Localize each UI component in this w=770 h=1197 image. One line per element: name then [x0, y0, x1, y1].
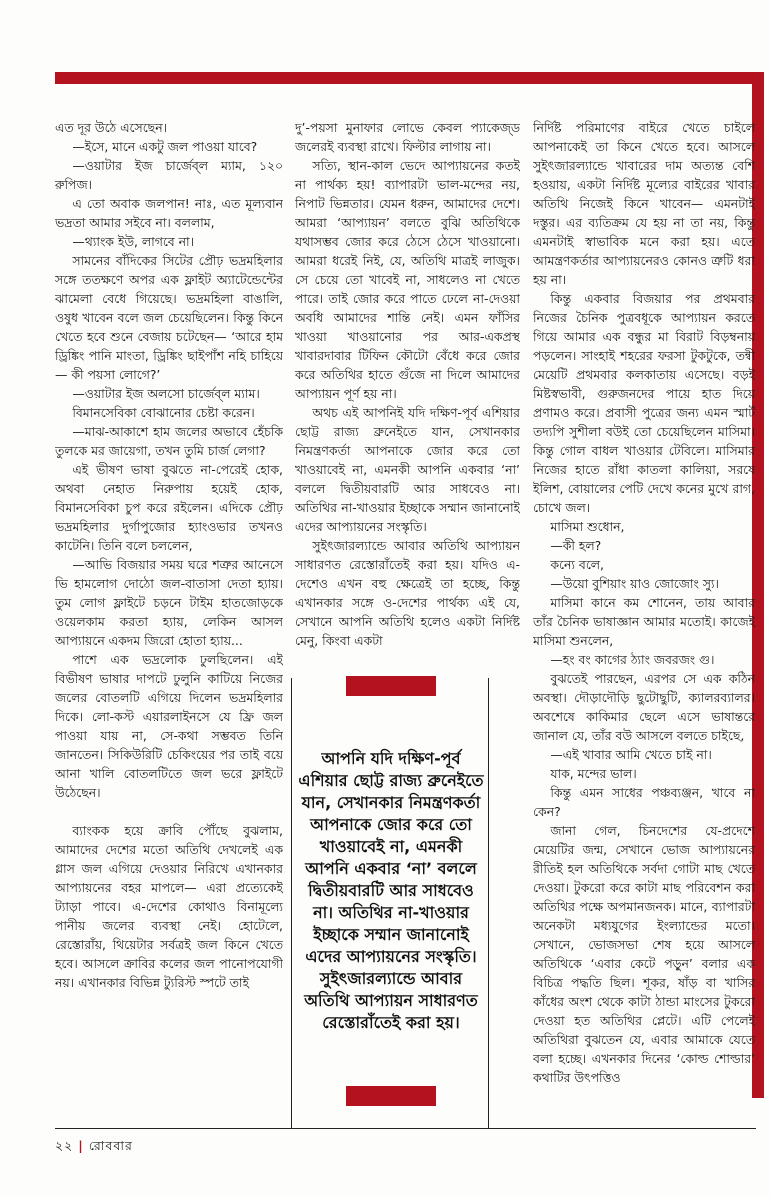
- footer-rule: [55, 1128, 756, 1129]
- paragraph: এই ভীষণ ভাষা বুঝতে না-পেরেই হোক, অথবা নেহাত নিরুপায় হয়েই হোক, বিমানসেবিকা চুপ করে রইলেন। এদিকে প্রৌঢ় ভদ্রমহিলার দুর্গাপুজোর হ্যাংওভার তখনও কাটেনি। তিনি বলে চললেন,: [55, 462, 283, 553]
- paragraph: মাসিমা কানে কম শোনেন, তায় আবার তাঁর চৈনিক ভাষাজ্ঞান আমার মতোই। কাজেই মাসিমা শুনলেন,: [533, 595, 755, 648]
- paragraph: যাক, মন্দের ভাল।: [550, 766, 637, 781]
- paragraph: —এই খাবার আমি খেতে চাই না।: [550, 747, 712, 762]
- paragraph: বিমানসেবিকা বোঝানোর চেষ্টা করেন।: [72, 405, 255, 420]
- paragraph: নির্দিষ্ট পরিমাণের বাইরে খেতে চাইলে আপনাকেই তা কিনে খেতে হবে। আসলে সুইৎজারল্যান্ডে খাবারের দাম অত্যন্ত বেশি হওয়ায়, একটা নির্দিষ্ট মূল্যের বাইরের খাবার অতিথি নিজেই কিনে খাবেন— এমনটাই দস্তুর। এর ব্যতিক্রম যে হয় না তা নয়, কিন্তু এমনটাই স্বাভাবিক মনে করা হয়। এতে আমন্ত্রণকর্তার আপ্যায়নেরও কোনও ত্রুটি ধরা হয় না।: [533, 120, 755, 287]
- paragraph: দু’-পয়সা মুনাফার লোভে কেবল প্যাকেজ্‌ড জলেরই ব্যবস্থা রাখে। ফিল্টার লাগায় না।: [295, 120, 520, 154]
- page-number: ২২: [55, 1138, 74, 1153]
- paragraph: ব্যাংকক হয়ে ক্রাবি পৌঁছে বুঝলাম, আমাদের দেশের মতো অতিথি দেখলেই এক গ্লাস জল এগিয়ে দেওয়ার নিরিখে এখানকার আপ্যায়নের বহর মাপলে— এরা প্রত্যেকেই ট্যাড়া পাবে। এ-দেশের কোথাও বিনামূল্যে পানীয় জলের ব্যবস্থা নেই। হোটেলে, রেস্তোরাঁয়, থিয়েটার সর্বত্রই জল কিনে খেতে হবে। আসলে ক্রাবির কলের জল পানোপযোগী নয়। এখানকার বিভিন্ন ট্যুরিস্ট স্পটে তাই: [55, 823, 283, 990]
- top-red-rule: [55, 72, 764, 84]
- paragraph: এ তো অবাক জলপান! নাঃ, এত মূল্যবান ভদ্রতা আমার সইবে না। বললাম,: [55, 196, 283, 230]
- paragraph: মাসিমা শুধোন,: [550, 519, 625, 534]
- middle-column: [295, 118, 520, 674]
- pullquote-left-rule: [291, 678, 292, 1128]
- pullquote-right-rule: [488, 678, 489, 1128]
- paragraph: সুইৎজারল্যান্ডে আবার অতিথি আপ্যায়ন সাধারণত রেস্তোরাঁতেই করা হয়। যদিও এ-দেশেও এখন বহু ক্ষেত্রেই তা হচ্ছে, কিন্তু এখানকার সঙ্গে ও-দেশের পার্থক্য এই যে, সেখানে আপনি অতিথি হলেও একটা নির্দিষ্ট মেনু, কিংবা একটা: [295, 538, 520, 648]
- footer: [55, 1138, 133, 1158]
- paragraph: সত্যি, স্থান-কাল ভেদে আপ্যায়নের কতই না পার্থক্য হয়! ব্যাপারটা ভাল-মন্দের নয়, নিপাট ভিন্নতার। যেমন ধরুন, আমাদের দেশে। আমরা ‘আপ্যায়ন’ বলতে বুঝি অতিথিকে যথাসম্ভব জোর করে ঠেসে ঠেসে খাওয়ানো। আমরা ধরেই নিই, যে, অতিথি মাত্রই লাজুক। সে চেয়ে তো খাবেই না, সাধলেও না খেতে পারে। তাই জোর করে পাতে ঢেলে না-দেওয়া অবধি আমাদের শান্তি নেই। এমন ফাঁসির খাওয়া খাওয়ানোর পর আর-একপ্রস্থ খাবারদাবার টিফিন কৌটো বেঁধে করে জোর করে অতিথির হাতে গুঁজে না দিলে আমাদের আপ্যায়ন পূর্ণ হয় না।: [295, 158, 520, 401]
- paragraph: এত দূর উঠে এসেছেন।: [55, 120, 168, 135]
- footer-separator: |: [78, 1138, 84, 1153]
- right-column: [533, 118, 755, 1120]
- magazine-name: রোববার: [88, 1138, 133, 1153]
- left-column: [55, 118, 283, 1118]
- paragraph: —ইসে, মানে একটু জল পাওয়া যাবে?: [72, 139, 258, 154]
- paragraph: কিন্তু একবার বিজয়ার পর প্রথমবার নিজের চৈনিক পুত্রবধূকে আপ্যায়ন করতে গিয়ে আমার এক বন্ধুর মা বিরাট বিড়ম্বনায় পড়লেন। সাংহাই শহরের ফরসা টুকটুকে, তন্বী মেয়েটি প্রথমবার কলকাতায় এসেছে। বড়ই মিষ্টস্বভাবী, গুরুজনদের পায়ে হাত দিয়ে প্রণামও করে। প্রবাসী পুত্রের জন্য এমন স্মার্ট তদ্যপি সুশীলা বউই তো চেয়েছিলেন মাসিমা। কিন্তু গোল বাধল খাওয়ার টেবিলে। মাসিমার নিজের হাতে রাঁধা কাতলা কালিয়া, সরষে ইলিশ, বোয়ালের পেটি দেখে কনের মুখে রাগ, চোখে জল।: [533, 291, 755, 515]
- paragraph: —উয়ো বুশিয়াং য়াও জোজোং স্যু।: [550, 576, 719, 591]
- paragraph: কিন্তু এমন সাধের পঞ্চব্যঞ্জন, খাবে না কেন?: [533, 785, 755, 819]
- pullquote-bottom-bar: [346, 1086, 436, 1106]
- paragraph: —ওয়াটার ইজ অলসো চার্জেব্‌ল ম্যাম।: [72, 386, 260, 401]
- pullquote-top-bar: [346, 676, 436, 696]
- paragraph: কন্যে বলে,: [550, 557, 604, 572]
- paragraph: জানা গেল, চিনদেশের যে-প্রদেশে মেয়েটির জন্ম, সেখানে ভোজ আপ্যায়নের রীতিই হল অতিথিকে সর্বদা গোটা মাছ খেতে দেওয়া। টুকরো করে কাটা মাছ পরিবেশন করা অতিথির পক্ষে অপমানজনক। মানে, ব্যাপারটা অনেকটা মধ্যযুগের ইংল্যান্ডের মতো। সেখানে, ভোজসভা শেষ হয়ে আসলে অতিথিকে ‘এবার কেটে পড়ুন’ বলার এক বিচিত্র পদ্ধতি ছিল। শূকর, ষাঁড় বা খাসির কাঁধের অংশ থেকে কাটা ঠান্ডা মাংসের টুকরো দেওয়া হত অতিথির প্লেটে। এটি পেলেই অতিথিরা বুঝতেন যে, এবার আমাকে যেতে বলা হচ্ছে। এখনকার দিনের ‘কোল্ড শোল্ডার’ কথাটির উৎপত্তিও: [533, 823, 755, 1085]
- pull-quote: [296, 676, 486, 1106]
- paragraph: সামনের বাঁদিকের সিটের প্রৌঢ় ভদ্রমহিলার সঙ্গে ততক্ষণে অপর এক ফ্লাইট অ্যাটেন্ডেন্টের ঝামেলা বেধে গিয়েছে। ভদ্রমহিলা বাঙালি, ওষুধ খাবেন বলে জল চেয়েছিলেন। কিন্তু কিনে খেতে হবে শুনে বেজায় চটেছেন— ‘আরে হাম ড্রিঙ্কিং পানি মাংতা, ড্রিঙ্কিং ছাইপাঁশ নহি চাহিয়ে— কী পয়সা লোগে?’: [55, 253, 283, 382]
- paragraph: অথচ এই আপনিই যদি দক্ষিণ-পূর্ব এশিয়ার ছোট্ট রাজ্য ব্রুনেইতে যান, সেখানকার নিমন্ত্রণকর্তা আপনাকে জোর করে তো খাওয়াবেই না, এমনকী আপনি একবার ‘না’ বললে দ্বিতীয়বারটি আর সাধবেও না। অতিথির না-খাওয়ার ইচ্ছাকে সম্মান জানানোই এদের আপ্যায়নের সংস্কৃতি।: [295, 405, 520, 534]
- paragraph: —মাঝ-আকাশে হাম জলের অভাবে হেঁচকি তুলকে মর জায়েগা, তখন তুমি চার্জ লেগা?: [55, 424, 283, 458]
- paragraph: পাশে এক ভদ্রলোক ঢুলছিলেন। এই বিভীষণ ভাষার দাপটে ঢুলুনি কাটিয়ে নিজের জলের বোতলটি এগিয়ে দিলেন ভদ্রমহিলার দিকে। লো-কস্ট এয়ারলাইনসে যে ফ্রি জল পাওয়া যায় না, সে-কথা সম্ভবত তিনি জানতেন। সিকিউরিটি চেকিংয়ের পর তাই বয়ে আনা খালি বোতলটিতে জল ভরে ফ্লাইটে উঠেছেন।: [55, 652, 283, 800]
- paragraph: বুঝতেই পারছেন, এরপর সে এক কঠিন অবস্থা। দৌড়াদৌড়ি ছুটোছুটি, ক্যালরব্যালর। অবশেষে কাকিমার ছেলে এসে ভাষান্তরে জানাল যে, তাঁর বউ আসলে বলতে চাইছে,: [533, 671, 755, 743]
- paragraph: —হং বং কাগের ঠ্যাং জবরজং গু।: [550, 652, 715, 667]
- paragraph: —কী হল?: [550, 538, 602, 553]
- pull-quote-text: আপনি যদি দক্ষিণ-পূর্ব এশিয়ার ছোট্ট রাজ্য ব্রুনেইতে যান, সেখানকার নিমন্ত্রণকর্তা আপনাকে জোর করে তো খাওয়াবেই না, এমনকী আপনি একবার ‘না’ বললে দ্বিতীয়বারটি আর সাধবেও না। অতিথির না-খাওয়ার ইচ্ছাকে সম্মান জানানোই এদের আপ্যায়নের সংস্কৃতি। সুইৎজারল্যান্ডে আবার অতিথি আপ্যায়ন সাধারণত রেস্তোরাঁতেই করা হয়।: [298, 749, 484, 1032]
- paragraph: —ওয়াটার ইজ চার্জেব্‌ল ম্যাম, ১২০ রুপিজ।: [55, 158, 283, 192]
- paragraph: —থ্যাংক ইউ, লাগবে না।: [72, 234, 195, 249]
- paragraph: —আভি বিজয়ার সময় ঘরে শত্রুর আনেসে ভি হামলোগ দোঠো জল-বাতাসা দেতা হ্যায়। তুম লোগ ফ্লাইটে চড়নে টাইম হাতজোড়কে ওয়েলকাম করতা হ্যায়, লেকিন আসল আপ্যায়নে একদম জিরো হোতা হ্যায়...: [55, 557, 283, 648]
